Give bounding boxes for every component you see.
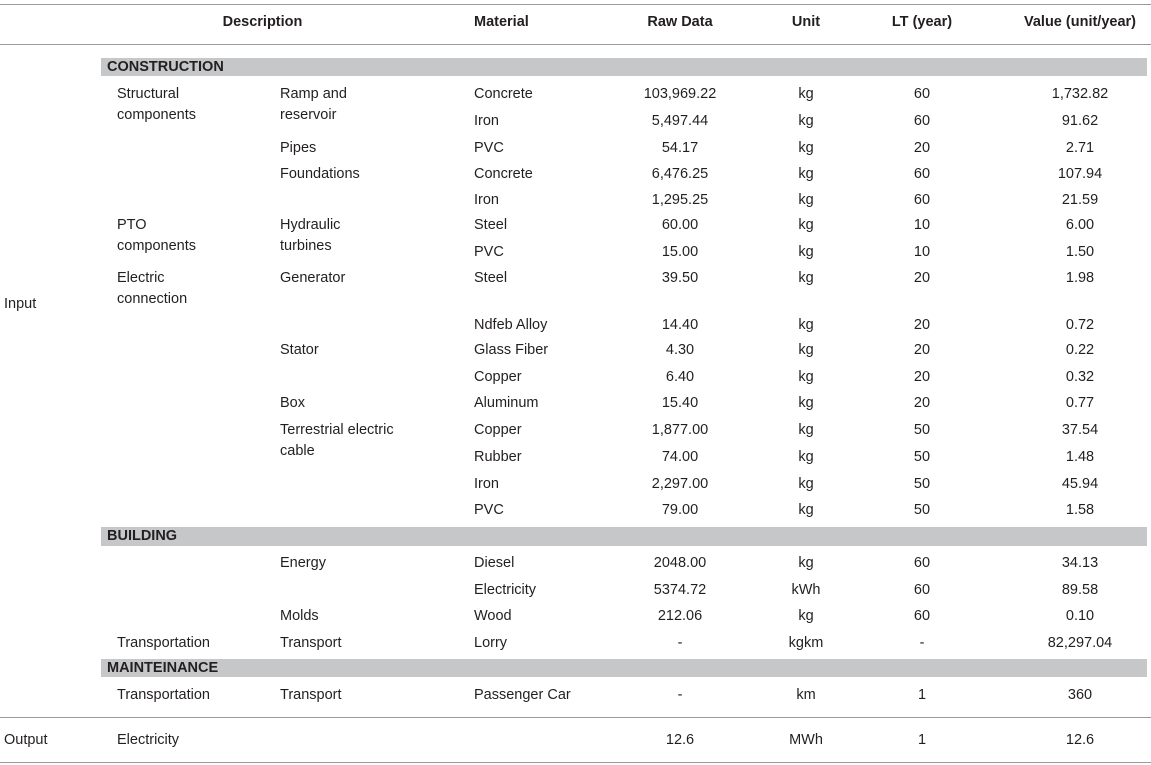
cell-raw-data: 54.17 (661, 140, 699, 156)
cell-lt: 20 (913, 342, 931, 358)
cell-value: 37.54 (1061, 422, 1099, 438)
section-maintenance (101, 659, 1147, 677)
header-lt: LT (year) (891, 14, 953, 30)
cell-unit: kg (798, 449, 814, 465)
cell-raw-data: 212.06 (657, 608, 703, 624)
cell-value: 107.94 (1057, 166, 1103, 182)
cell-raw-data: 6,476.25 (651, 166, 709, 182)
cell-unit: kg (798, 217, 814, 233)
cell-raw-data: - (677, 635, 683, 651)
cell-lt: 60 (913, 555, 931, 571)
category-transportation-maintenance: Transportation (117, 687, 210, 703)
cell-raw-data: 12.6 (665, 732, 695, 748)
cell-material: Steel (474, 217, 508, 233)
cell-unit: kg (798, 192, 814, 208)
cell-value: 34.13 (1061, 555, 1099, 571)
cell-lt: 20 (913, 369, 931, 385)
cell-material: Aluminum (474, 395, 539, 411)
cell-raw-data: 15.00 (661, 244, 699, 260)
header-raw-data: Raw Data (647, 14, 713, 30)
cell-raw-data: 5374.72 (653, 582, 707, 598)
cell-lt: 20 (913, 395, 931, 411)
section-maintenance-label: MAINTEINANCE (107, 660, 219, 676)
header-bottom-rule (0, 44, 1151, 45)
cell-raw-data: 1,295.25 (651, 192, 709, 208)
subcategory-foundations: Foundations (280, 166, 360, 182)
cell-unit: kg (798, 86, 814, 102)
subcategory-molds: Molds (280, 608, 319, 624)
cell-value: 0.22 (1065, 342, 1095, 358)
cell-lt: 50 (913, 476, 931, 492)
input-output-divider (0, 717, 1151, 718)
cell-lt: 1 (917, 732, 927, 748)
cell-unit: kg (798, 555, 814, 571)
cell-lt: 60 (913, 113, 931, 129)
section-building-label: BUILDING (107, 528, 178, 544)
cell-lt: 60 (913, 86, 931, 102)
cell-raw-data: 60.00 (661, 217, 699, 233)
cell-lt: 60 (913, 192, 931, 208)
category-electric-connection: Electric connection (117, 270, 188, 307)
cell-value: 6.00 (1065, 217, 1095, 233)
subcategory-stator: Stator (280, 342, 319, 358)
cell-unit: kWh (791, 582, 821, 598)
section-construction-label: CONSTRUCTION (107, 59, 224, 75)
cell-unit: kg (798, 342, 814, 358)
cell-material: Lorry (474, 635, 508, 651)
cell-unit: kg (798, 502, 814, 518)
cell-value: 360 (1067, 687, 1093, 703)
subcategory-box: Box (280, 395, 305, 411)
table-bottom-rule (0, 762, 1151, 763)
cell-unit: kg (798, 317, 814, 333)
cell-lt: - (919, 635, 925, 651)
cell-unit: kg (798, 244, 814, 260)
cell-lt: 50 (913, 449, 931, 465)
subcategory-ramp: Ramp and reservoir (280, 86, 347, 123)
cell-raw-data: 2048.00 (653, 555, 707, 571)
cell-unit: kg (798, 422, 814, 438)
cell-material: Iron (474, 476, 499, 492)
cell-lt: 20 (913, 140, 931, 156)
cell-unit: kg (798, 395, 814, 411)
category-transportation-building: Transportation (117, 635, 210, 651)
cell-raw-data: 2,297.00 (651, 476, 709, 492)
cell-value: 0.72 (1065, 317, 1095, 333)
cell-raw-data: 103,969.22 (643, 86, 717, 102)
cell-value: 2.71 (1065, 140, 1095, 156)
cell-material: PVC (474, 140, 504, 156)
cell-lt: 50 (913, 502, 931, 518)
cell-unit: kg (798, 166, 814, 182)
cell-raw-data: 14.40 (661, 317, 699, 333)
group-output: Output (4, 732, 48, 748)
category-electricity-output: Electricity (117, 732, 180, 748)
cell-value: 0.10 (1065, 608, 1095, 624)
cell-value: 45.94 (1061, 476, 1099, 492)
cell-unit: km (796, 687, 816, 703)
cell-material: Copper (474, 422, 522, 438)
cell-material: Passenger Car (474, 687, 571, 703)
cell-value: 91.62 (1061, 113, 1099, 129)
cell-raw-data: 5,497.44 (651, 113, 709, 129)
cell-raw-data: - (677, 687, 683, 703)
cell-material: Ndfeb Alloy (474, 317, 548, 333)
cell-raw-data: 4.30 (665, 342, 695, 358)
cell-material: PVC (474, 244, 504, 260)
cell-unit: kgkm (788, 635, 824, 651)
cell-lt: 50 (913, 422, 931, 438)
cell-value: 1.50 (1065, 244, 1095, 260)
cell-lt: 20 (913, 270, 931, 286)
cell-lt: 10 (913, 244, 931, 260)
subcategory-pipes: Pipes (280, 140, 317, 156)
cell-unit: kg (798, 140, 814, 156)
header-unit: Unit (791, 14, 821, 30)
cell-raw-data: 39.50 (661, 270, 699, 286)
table-top-rule (0, 4, 1151, 5)
cell-material: Iron (474, 192, 499, 208)
cell-unit: kg (798, 369, 814, 385)
cell-lt: 10 (913, 217, 931, 233)
cell-value: 21.59 (1061, 192, 1099, 208)
cell-material: Electricity (474, 582, 537, 598)
cell-value: 1.48 (1065, 449, 1095, 465)
cell-lt: 60 (913, 608, 931, 624)
cell-material: Steel (474, 270, 508, 286)
section-construction (101, 58, 1147, 76)
cell-value: 89.58 (1061, 582, 1099, 598)
category-pto: PTO components (117, 217, 196, 254)
cell-material: Concrete (474, 86, 533, 102)
subcategory-cable: Terrestrial electric cable (280, 422, 394, 459)
cell-lt: 60 (913, 166, 931, 182)
cell-raw-data: 1,877.00 (651, 422, 709, 438)
cell-material: Glass Fiber (474, 342, 549, 358)
cell-unit: kg (798, 270, 814, 286)
cell-material: Copper (474, 369, 522, 385)
category-structural: Structural components (117, 86, 196, 123)
group-input: Input (4, 296, 37, 312)
cell-unit: kg (798, 113, 814, 129)
cell-material: Wood (474, 608, 512, 624)
cell-value: 0.77 (1065, 395, 1095, 411)
cell-material: Iron (474, 113, 499, 129)
header-description: Description (222, 14, 303, 30)
cell-value: 82,297.04 (1047, 635, 1113, 651)
cell-unit: kg (798, 608, 814, 624)
cell-unit: MWh (789, 732, 823, 748)
cell-unit: kg (798, 476, 814, 492)
cell-raw-data: 74.00 (661, 449, 699, 465)
section-building (101, 527, 1147, 546)
cell-value: 1,732.82 (1051, 86, 1109, 102)
cell-raw-data: 6.40 (665, 369, 695, 385)
cell-lt: 1 (917, 687, 927, 703)
cell-value: 0.32 (1065, 369, 1095, 385)
header-material: Material (474, 14, 529, 30)
cell-value: 1.98 (1065, 270, 1095, 286)
subcategory-energy: Energy (280, 555, 326, 571)
cell-value: 1.58 (1065, 502, 1095, 518)
subcategory-hydraulic: Hydraulic turbines (280, 217, 341, 254)
cell-raw-data: 15.40 (661, 395, 699, 411)
cell-lt: 60 (913, 582, 931, 598)
cell-raw-data: 79.00 (661, 502, 699, 518)
cell-material: PVC (474, 502, 504, 518)
cell-material: Rubber (474, 449, 522, 465)
cell-lt: 20 (913, 317, 931, 333)
subcategory-transport-maintenance: Transport (280, 687, 342, 703)
cell-value: 12.6 (1065, 732, 1095, 748)
cell-material: Concrete (474, 166, 533, 182)
header-value: Value (unit/year) (1023, 14, 1136, 30)
cell-material: Diesel (474, 555, 515, 571)
subcategory-generator: Generator (280, 270, 346, 286)
subcategory-transport-building: Transport (280, 635, 342, 651)
